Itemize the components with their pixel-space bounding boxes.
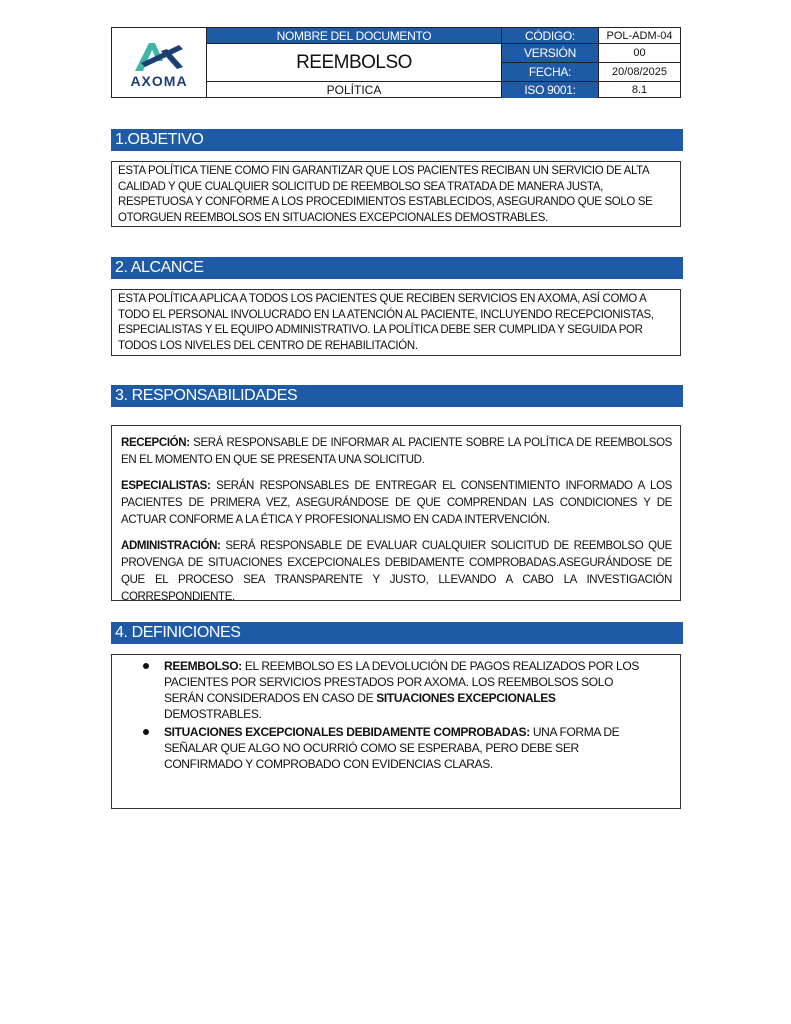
list-item [112,658,650,722]
axoma-logo-icon [127,37,191,77]
iso-label: ISO 9001: [502,82,599,98]
definiciones-box [111,654,681,809]
def-reembolso-text: EL REEMBOLSO ES LA DEVOLUCIÓN DE PAGOS REALIZADOS POR LOS PACIENTES POR SERVICIOS PRESTADOS POR AXOMA. LOS REEMBOLSOS SOLO SERÁN CONSIDERADOS EN CASO DE [164,659,640,705]
version-value: 00 [599,44,680,63]
resp-administracion-label: ADMINISTRACIÓN: [121,540,221,552]
version-label: VERSIÓN [502,44,599,63]
section-title-definiciones: 4. DEFINICIONES [111,622,683,644]
list-item [112,724,650,772]
resp-especialistas [121,478,672,529]
alcance-text: ESTA POLÍTICA APLICA A TODOS LOS PACIENTES QUE RECIBEN SERVICIOS EN AXOMA, ASÍ COMO A TODO EL PERSONAL INVOLUCRADO EN LA ATENCIÓN AL PACIENTE, INCLUYENDO RECEPCIONISTAS, ESPECIALISTAS Y EL EQUIPO ADMINISTRATIVO. LA POLÍTICA DEBE SER CUMPLIDA Y SEGUIDA POR TODOS LOS NIVELES DEL CENTRO DE REHABILITACIÓN. [118,293,654,352]
resp-especialistas-label: ESPECIALISTAS: [121,480,211,492]
responsabilidades-box [111,425,681,601]
date-label: FECHA: [502,63,599,82]
logo-cell [112,28,207,98]
resp-especialistas-text: SERÁN RESPONSABLES DE ENTREGAR EL CONSENTIMIENTO INFORMADO A LOS PACIENTES DE PRIMERA VEZ, ASEGURÁNDOSE DE QUE COMPRENDAN LAS CONDICIONES Y DE ACTUAR CONFORME A LA ÉTICA Y PROFESIONALISMO EN CADA INTERVENCIÓN. [121,480,672,526]
iso-value: 8.1 [631,84,648,96]
document-header [111,27,681,98]
doc-name-label: NOMBRE DEL DOCUMENTO [207,28,502,44]
resp-recepcion-text: SERÁ RESPONSABLE DE INFORMAR AL PACIENTE SOBRE LA POLÍTICA DE REEMBOLSOS EN EL MOMENTO EN QUE SE PRESENTA UNA SOLICITUD. [121,437,672,466]
code-value: POL-ADM-04 [599,28,680,44]
def-reembolso-bold: SITUACIONES EXCEPCIONALES [376,691,556,705]
objetivo-box [111,161,681,227]
logo-text: AXOMA [130,73,188,89]
code-label: CÓDIGO: [502,28,599,44]
definiciones-list [112,658,650,772]
def-situaciones-label: SITUACIONES EXCEPCIONALES DEBIDAMENTE COMPROBADAS: [164,725,530,739]
doc-type: POLÍTICA [207,82,502,98]
def-reembolso-label: REEMBOLSO: [164,659,242,673]
objetivo-text: ESTA POLÍTICA TIENE COMO FIN GARANTIZAR QUE LOS PACIENTES RECIBAN UN SERVICIO DE ALTA CALIDAD Y QUE CUALQUIER SOLICITUD DE REEMBOLSO SEA TRATADA DE MANERA JUSTA, RESPETUOSA Y CONFORME A LOS PROCEDIMIENTOS ESTABLECIDOS, ASEGURANDO QUE SOLO SE OTORGUEN REEMBOLSOS EN SITUACIONES EXCEPCIONALES DEMOSTRABLES. [118,165,653,224]
bullet-icon [143,729,149,735]
resp-administracion-text: SERÁ RESPONSABLE DE EVALUAR CUALQUIER SOLICITUD DE REEMBOLSO QUE PROVENGA DE SITUACIONES EXCEPCIONALES DEBIDAMENTE COMPROBADAS.ASEGURÁNDOSE DE QUE EL PROCESO SEA TRANSPARENTE Y JUSTO, LLEVANDO A CABO LA INVESTIGACIÓN CORRESPONDIENTE. [121,540,672,603]
section-title-alcance: 2. ALCANCE [111,257,683,279]
doc-title: REEMBOLSO [207,44,502,82]
date-value: 20/08/2025 [599,63,680,82]
alcance-box [111,289,681,356]
bullet-icon [143,663,149,669]
def-reembolso-tail: DEMOSTRABLES. [164,707,262,721]
resp-administracion [121,538,672,606]
section-title-responsabilidades: 3. RESPONSABILIDADES [111,385,683,407]
def-situaciones-text: UNA FORMA DE SEÑALAR QUE ALGO NO OCURRIÓ COMO SE ESPERABA, PERO DEBE SER CONFIRMADO Y COMPROBADO CON EVIDENCIAS CLARAS. [164,725,620,771]
resp-recepcion [121,435,672,469]
section-title-objetivo: 1.OBJETIVO [111,129,683,151]
resp-recepcion-label: RECEPCIÓN: [121,437,190,449]
